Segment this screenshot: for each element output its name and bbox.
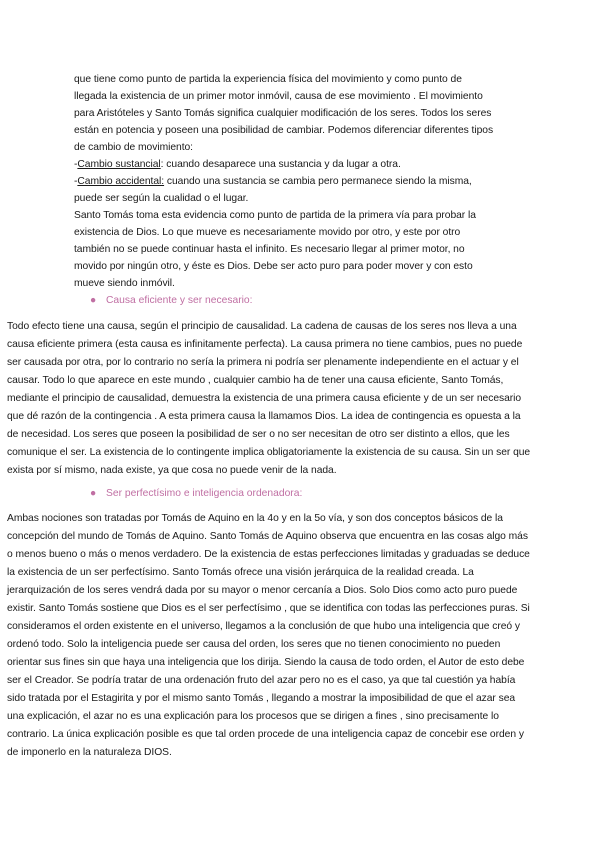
paragraph-line: ordenó todo. Solo la inteligencia puede ser causa del orden, los seres que no tienen conocimiento no pueden [7,639,501,650]
paragraph-line: existir. Santo Tomás sostiene que Dios es el ser perfectísimo , que se identifica con todas las perfecciones puras. Si [7,603,530,614]
section-heading-ser-perfectisimo [90,487,302,500]
paragraph-line: también no se puede continuar hasta el infinito. Es necesario llegar al primer motor, no [74,244,465,255]
paragraph-line: Todo efecto tiene una causa, según el principio de causalidad. La cadena de causas de los seres nos lleva a una [7,321,517,332]
paragraph-line: Santo Tomás toma esta evidencia como punto de partida de la primera vía para probar la [74,210,476,221]
term-cambio-sustancial: Cambio sustancial [77,159,161,170]
paragraph-line: exista por sí mismo, nada existe, ya que cosa no puede venir de la nada. [7,465,337,476]
paragraph-line: están en potencia y poseen una posibilidad de cambiar. Podemos diferenciar diferentes tipos [74,125,494,136]
section-heading-causa-eficiente [90,294,253,307]
paragraph-line: Ambas nociones son tratadas por Tomás de Aquino en la 4o y en la 5o vía, y son dos conceptos básicos de la [7,513,503,524]
paragraph-line: que tiene como punto de partida la experiencia física del movimiento y como punto de [74,74,462,85]
paragraph-line: de cambio de movimiento: [74,142,193,153]
bullet-icon: ● [90,488,97,499]
paragraph-line: comunique el ser. La existencia de lo contingente implica obligatoriamente la existencia de su causa. Sin un ser que [7,447,531,458]
paragraph-line: de imponerlo en la naturaleza DIOS. [7,747,172,758]
term-cambio-accidental: Cambio accidental: [77,176,165,187]
paragraph-line: sido tratada por el Estagirita y por el mismo santo Tomás , llegando a mostrar la imposibilidad de que el azar sea [7,693,516,704]
paragraph-line: ser causada por otra, por lo contrario no sería la primera ni podría ser plenamente independiente en el actuar y el [7,357,519,368]
paragraph-line: mueve siendo inmóvil. [74,278,175,289]
paragraph-line: para Aristóteles y Santo Tomás significa cualquier modificación de los seres. Todos los seres [74,108,492,119]
paragraph-line: ser el Creador. Se podría tratar de una ordenación fruto del azar pero no es el caso, ya que tal cuestión ya había [7,675,516,686]
paragraph-line: una explicación, el azar no es una explicación para los procesos que se dirigen a fines , sino precisamente lo [7,711,499,722]
heading-text: Causa eficiente y ser necesario: [106,295,253,306]
paragraph-line: orientar sus fines sin que haya una inteligencia que los dirija. Siendo la causa de todo orden, el Autor de esto debe [7,657,525,668]
paragraph-line: jerarquización de los seres vendrá dada por su mayor o menor cercanía a Dios. Solo Dios como acto puro puede [7,585,518,596]
heading-text: Ser perfectísimo e inteligencia ordenadora: [106,488,303,499]
definition-text: cuando una sustancia se cambia pero permanece siendo la misma, [164,176,472,187]
list-item-cambio-sustancial [74,158,401,171]
paragraph-line: llegada la existencia de un primer motor inmóvil, causa de ese movimiento . El movimiento [74,91,483,102]
paragraph-line: causar. Todo lo que aparece en este mundo , cualquier cambio ha de tener una causa eficiente, Santo Tomás, [7,375,504,386]
paragraph-line: que dé razón de la contingencia . A esta primera causa la llamamos Dios. La idea de contingencia es opuesta a la [7,411,521,422]
paragraph-line: contrario. La única explicación posible es que tal orden procede de una inteligencia capaz de concebir ese orden y [7,729,524,740]
paragraph-line: existencia de Dios. Lo que mueve es necesariamente movido por otro, y este por otro [74,227,461,238]
paragraph-line: de necesidad. Los seres que poseen la posibilidad de ser o no ser necesitan de otro ser distinto a ellos, que les [7,429,510,440]
list-dash: - [74,176,78,187]
bullet-icon: ● [90,295,97,306]
paragraph-line: puede ser según la cualidad o el lugar. [74,193,249,204]
list-item-cambio-accidental [74,175,472,188]
paragraph-line: concepción del mundo de Tomás de Aquino. Santo Tomás de Aquino observa que encuentra en las cosas algo más [7,531,528,542]
list-dash: - [74,159,78,170]
paragraph-line: o menos bueno o más o menos verdadero. De la existencia de estas perfecciones limitadas y graduadas se deduce [7,549,530,560]
paragraph-line: mediante el principio de causalidad, demuestra la existencia de una primera causa eficiente y de un ser necesario [7,393,522,404]
definition-text: : cuando desaparece una sustancia y da lugar a otra. [160,159,401,170]
paragraph-line: causa eficiente primera (esta causa es infinitamente perfecta). La causa primera no tiene cambios, pues no puede [7,339,523,350]
paragraph-line: la existencia de un ser perfectísimo. Santo Tomás ofrece una visión jerárquica de la realidad creada. La [7,567,474,578]
paragraph-line: movido por ningún otro, y éste es Dios. Debe ser acto puro para poder mover y con esto [74,261,473,272]
paragraph-line: consideramos el orden existente en el universo, llegamos a la conclusión de que hubo una inteligencia que creó y [7,621,521,632]
